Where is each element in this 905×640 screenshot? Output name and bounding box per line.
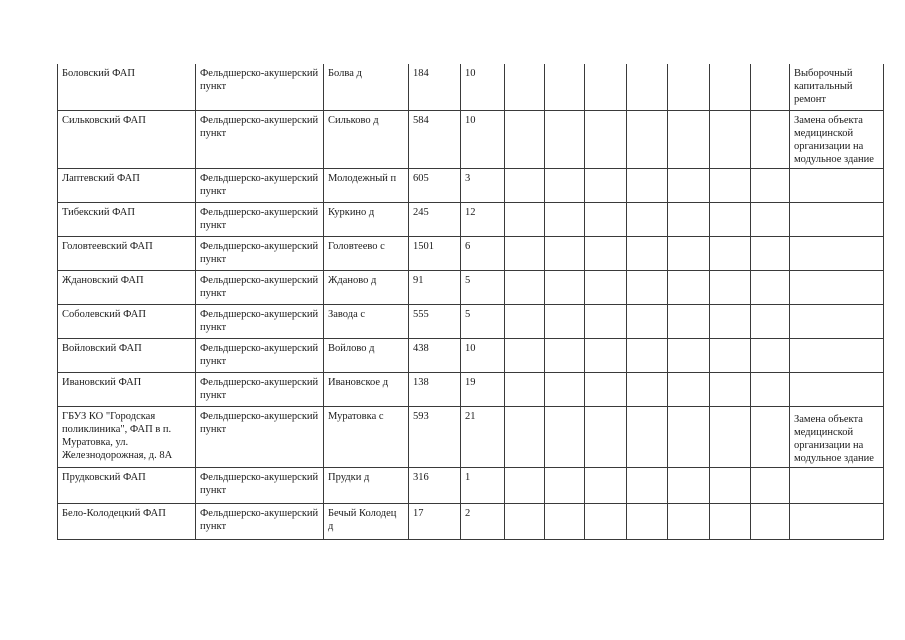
table-row <box>58 236 884 270</box>
document-sheet <box>57 64 884 540</box>
empty-cell <box>545 503 585 539</box>
empty-cell <box>751 338 790 372</box>
fap-population: 91 <box>409 270 461 304</box>
empty-cell <box>751 270 790 304</box>
empty-cell <box>585 467 627 503</box>
fap-distance: 19 <box>461 372 505 406</box>
empty-cell <box>505 467 545 503</box>
fap-type: Фельдшерско-акушерский пункт <box>196 304 324 338</box>
empty-cell <box>668 270 710 304</box>
empty-cell <box>710 467 751 503</box>
empty-cell <box>505 270 545 304</box>
empty-cell <box>627 338 668 372</box>
empty-cell <box>505 304 545 338</box>
fap-name: Прудковский ФАП <box>58 467 196 503</box>
empty-cell <box>505 338 545 372</box>
fap-distance: 10 <box>461 110 505 168</box>
empty-cell <box>710 236 751 270</box>
fap-population: 555 <box>409 304 461 338</box>
fap-note <box>790 168 884 202</box>
empty-cell <box>545 372 585 406</box>
fap-locality: Сильково д <box>324 110 409 168</box>
fap-name: Лаптевский ФАП <box>58 168 196 202</box>
fap-type: Фельдшерско-акушерский пункт <box>196 372 324 406</box>
empty-cell <box>585 372 627 406</box>
empty-cell <box>627 202 668 236</box>
empty-cell <box>627 503 668 539</box>
fap-note <box>790 338 884 372</box>
empty-cell <box>668 110 710 168</box>
table-row <box>58 168 884 202</box>
empty-cell <box>751 503 790 539</box>
fap-locality: Куркино д <box>324 202 409 236</box>
fap-distance: 5 <box>461 304 505 338</box>
fap-type: Фельдшерско-акушерский пункт <box>196 202 324 236</box>
fap-name: Соболевский ФАП <box>58 304 196 338</box>
empty-cell <box>627 168 668 202</box>
empty-cell <box>668 202 710 236</box>
fap-name: Войловский ФАП <box>58 338 196 372</box>
empty-cell <box>545 110 585 168</box>
empty-cell <box>668 372 710 406</box>
fap-population: 184 <box>409 64 461 110</box>
fap-distance: 2 <box>461 503 505 539</box>
fap-locality: Войлово д <box>324 338 409 372</box>
empty-cell <box>505 168 545 202</box>
fap-name: Боловский ФАП <box>58 64 196 110</box>
fap-name: Тибекский ФАП <box>58 202 196 236</box>
empty-cell <box>585 338 627 372</box>
empty-cell <box>545 338 585 372</box>
empty-cell <box>585 503 627 539</box>
empty-cell <box>545 168 585 202</box>
fap-locality: Головтеево с <box>324 236 409 270</box>
fap-distance: 6 <box>461 236 505 270</box>
empty-cell <box>627 110 668 168</box>
empty-cell <box>585 64 627 110</box>
empty-cell <box>545 406 585 467</box>
empty-cell <box>505 236 545 270</box>
empty-cell <box>505 202 545 236</box>
empty-cell <box>585 304 627 338</box>
empty-cell <box>545 236 585 270</box>
empty-cell <box>710 168 751 202</box>
fap-note <box>790 503 884 539</box>
fap-distance: 10 <box>461 338 505 372</box>
empty-cell <box>627 406 668 467</box>
fap-note <box>790 467 884 503</box>
empty-cell <box>751 168 790 202</box>
fap-population: 245 <box>409 202 461 236</box>
fap-note: Замена объекта медицинской организации на модульное здание <box>790 406 884 467</box>
table-row <box>58 467 884 503</box>
fap-type: Фельдшерско-акушерский пункт <box>196 168 324 202</box>
table-row <box>58 270 884 304</box>
empty-cell <box>627 236 668 270</box>
empty-cell <box>505 372 545 406</box>
empty-cell <box>751 372 790 406</box>
empty-cell <box>545 202 585 236</box>
empty-cell <box>585 202 627 236</box>
empty-cell <box>751 236 790 270</box>
fap-name: Ждановский ФАП <box>58 270 196 304</box>
fap-distance: 1 <box>461 467 505 503</box>
fap-population: 138 <box>409 372 461 406</box>
empty-cell <box>505 503 545 539</box>
fap-type: Фельдшерско-акушерский пункт <box>196 338 324 372</box>
table-row <box>58 503 884 539</box>
fap-locality: Муратовка с <box>324 406 409 467</box>
empty-cell <box>545 467 585 503</box>
empty-cell <box>751 406 790 467</box>
empty-cell <box>668 168 710 202</box>
empty-cell <box>627 372 668 406</box>
fap-population: 438 <box>409 338 461 372</box>
fap-distance: 3 <box>461 168 505 202</box>
empty-cell <box>710 372 751 406</box>
empty-cell <box>505 110 545 168</box>
table-body <box>58 64 884 539</box>
empty-cell <box>585 110 627 168</box>
empty-cell <box>545 270 585 304</box>
fap-locality: Ивановское д <box>324 372 409 406</box>
table-row <box>58 406 884 467</box>
empty-cell <box>505 406 545 467</box>
fap-distance: 5 <box>461 270 505 304</box>
fap-name: Бело-Колодецкий ФАП <box>58 503 196 539</box>
fap-type: Фельдшерско-акушерский пункт <box>196 110 324 168</box>
empty-cell <box>668 467 710 503</box>
empty-cell <box>505 64 545 110</box>
fap-note: Замена объекта медицинской организации на модульное здание <box>790 110 884 168</box>
empty-cell <box>751 304 790 338</box>
empty-cell <box>710 304 751 338</box>
fap-name: Головтеевский ФАП <box>58 236 196 270</box>
fap-type: Фельдшерско-акушерский пункт <box>196 270 324 304</box>
empty-cell <box>710 64 751 110</box>
empty-cell <box>710 338 751 372</box>
empty-cell <box>668 503 710 539</box>
fap-type: Фельдшерско-акушерский пункт <box>196 236 324 270</box>
fap-type: Фельдшерско-акушерский пункт <box>196 503 324 539</box>
empty-cell <box>585 270 627 304</box>
empty-cell <box>751 64 790 110</box>
fap-distance: 12 <box>461 202 505 236</box>
table-row <box>58 338 884 372</box>
empty-cell <box>751 467 790 503</box>
table-row <box>58 202 884 236</box>
empty-cell <box>585 406 627 467</box>
fap-type: Фельдшерско-акушерский пункт <box>196 64 324 110</box>
empty-cell <box>710 202 751 236</box>
fap-note <box>790 372 884 406</box>
fap-table <box>57 64 884 540</box>
empty-cell <box>585 168 627 202</box>
fap-note: Выборочный капитальный ремонт <box>790 64 884 110</box>
fap-locality: Бечый Колодец д <box>324 503 409 539</box>
fap-population: 17 <box>409 503 461 539</box>
empty-cell <box>668 338 710 372</box>
empty-cell <box>585 236 627 270</box>
fap-population: 593 <box>409 406 461 467</box>
empty-cell <box>545 64 585 110</box>
fap-distance: 21 <box>461 406 505 467</box>
fap-locality: Молодежный п <box>324 168 409 202</box>
fap-type: Фельдшерско-акушерский пункт <box>196 406 324 467</box>
fap-name: ГБУЗ КО "Городская поликлиника", ФАП в п. Муратовка, ул. Железнодорожная, д. 8А <box>58 406 196 467</box>
empty-cell <box>710 503 751 539</box>
empty-cell <box>627 304 668 338</box>
empty-cell <box>668 64 710 110</box>
fap-note <box>790 202 884 236</box>
empty-cell <box>751 110 790 168</box>
empty-cell <box>668 406 710 467</box>
fap-locality: Жданово д <box>324 270 409 304</box>
table-row <box>58 64 884 110</box>
fap-locality: Болва д <box>324 64 409 110</box>
fap-type: Фельдшерско-акушерский пункт <box>196 467 324 503</box>
fap-locality: Завода с <box>324 304 409 338</box>
fap-note <box>790 270 884 304</box>
fap-population: 605 <box>409 168 461 202</box>
empty-cell <box>627 270 668 304</box>
table-row <box>58 110 884 168</box>
empty-cell <box>710 110 751 168</box>
fap-population: 1501 <box>409 236 461 270</box>
fap-population: 316 <box>409 467 461 503</box>
fap-note <box>790 304 884 338</box>
fap-name: Ивановский ФАП <box>58 372 196 406</box>
fap-note <box>790 236 884 270</box>
fap-name: Сильковский ФАП <box>58 110 196 168</box>
fap-locality: Прудки д <box>324 467 409 503</box>
empty-cell <box>710 406 751 467</box>
empty-cell <box>668 304 710 338</box>
table-row <box>58 372 884 406</box>
fap-population: 584 <box>409 110 461 168</box>
empty-cell <box>710 270 751 304</box>
empty-cell <box>627 467 668 503</box>
empty-cell <box>668 236 710 270</box>
empty-cell <box>627 64 668 110</box>
empty-cell <box>751 202 790 236</box>
table-row <box>58 304 884 338</box>
empty-cell <box>545 304 585 338</box>
fap-distance: 10 <box>461 64 505 110</box>
